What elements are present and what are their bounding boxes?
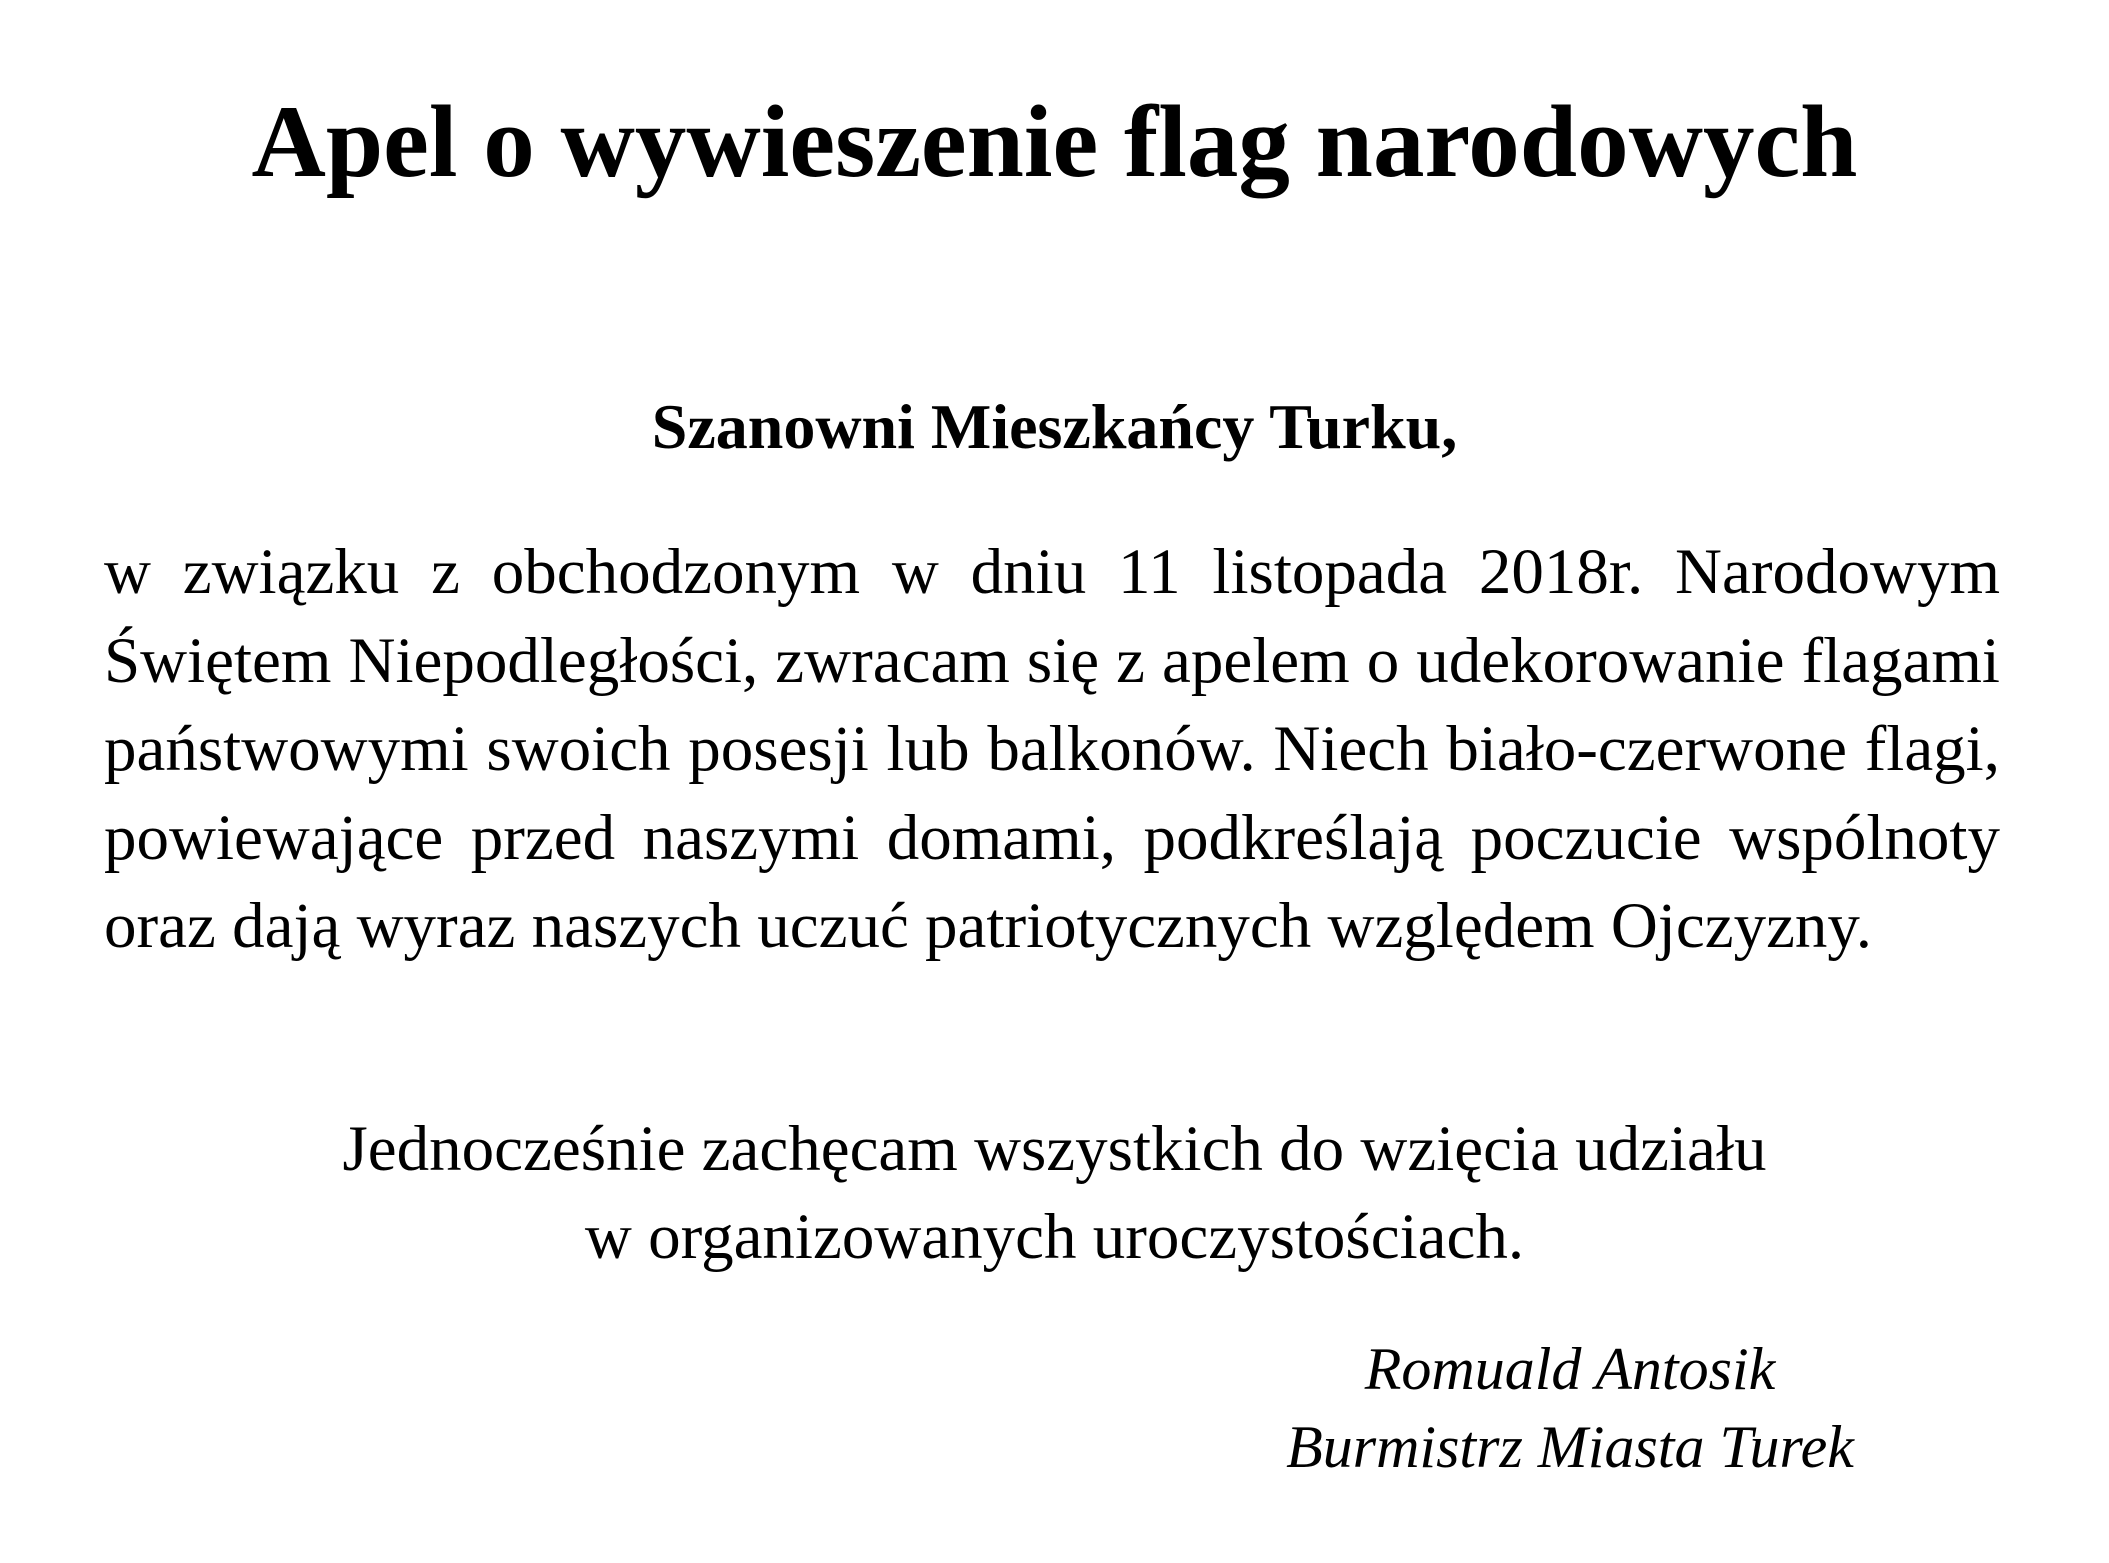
closing-line-1: Jednocześnie zachęcam wszystkich do wzięcia udziału bbox=[342, 1113, 1767, 1185]
closing-paragraph bbox=[0, 1105, 2109, 1281]
signature-position: Burmistrz Miasta Turek bbox=[1286, 1414, 1854, 1480]
body-paragraph: w związku z obchodzonym w dniu 11 listopada 2018r. Narodowym Świętem Niepodległości, zwracam się z apelem o udekorowanie flagami państwowymi swoich posesji lub balkonów. Niech biało-czerwone flagi, powiewające przed naszymi domami, podkreślają poczucie wspólnoty oraz dają wyraz naszych uczuć patriotycznych względem Ojczyzny. bbox=[104, 536, 2000, 962]
signature-block bbox=[1150, 1330, 1990, 1486]
document-title: Apel o wywieszenie flag narodowych bbox=[251, 85, 1858, 199]
signature-name: Romuald Antosik bbox=[1364, 1336, 1776, 1402]
greeting: Szanowni Mieszkańcy Turku, bbox=[651, 391, 1458, 462]
closing-line-2: w organizowanych uroczystościach. bbox=[584, 1201, 1525, 1273]
